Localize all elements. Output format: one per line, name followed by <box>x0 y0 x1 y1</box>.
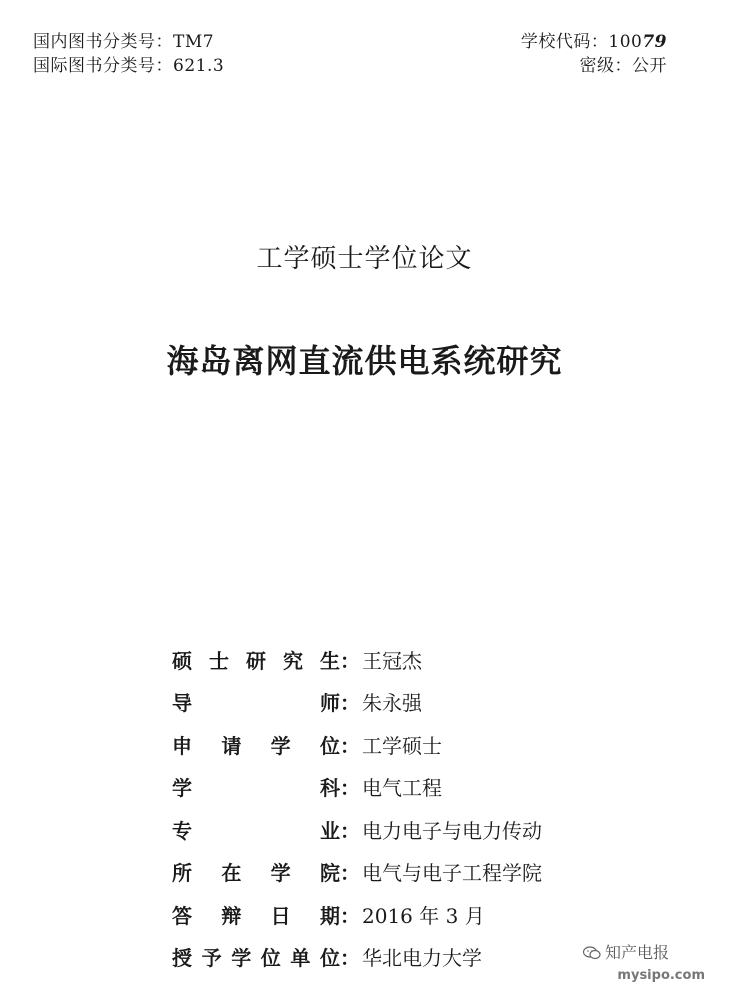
secrecy-label: 密级： <box>579 56 632 76</box>
info-label-char: 士 <box>209 648 229 673</box>
info-label <box>172 815 340 844</box>
info-label-char: 单 <box>290 946 311 971</box>
thesis-title: 海岛离网直流供电系统研究 <box>166 342 563 380</box>
info-label-char: 期 <box>319 903 340 928</box>
info-label-char: 辩 <box>221 903 242 928</box>
info-label-char: 位 <box>260 946 281 971</box>
info-row: 导 师 ： 朱永强 <box>172 681 542 724</box>
wechat-icon <box>583 946 601 960</box>
degree-type: 工学硕士学位论文 <box>256 244 473 274</box>
info-label-char: 日 <box>270 903 291 928</box>
info-label-char: 业 <box>320 818 340 843</box>
info-label-char: 学 <box>270 861 291 886</box>
intl-class-label: 国际图书分类号： <box>33 56 173 76</box>
info-label-char: 生 <box>320 648 340 673</box>
info-value: 电力电子与电力传动 <box>362 818 542 843</box>
info-label-char: 予 <box>201 946 222 971</box>
info-row: 授 予 学 位 单 位 ： 华北电力大学 <box>172 936 542 979</box>
info-label-char: 请 <box>221 733 242 758</box>
school-code <box>521 30 667 54</box>
domestic-classification <box>33 30 224 54</box>
info-row: 所 在 学 院 ： 电气与电子工程学院 <box>172 851 542 894</box>
info-value: 2016 年 3 月 <box>362 903 485 928</box>
domestic-class-label: 国内图书分类号： <box>33 32 173 52</box>
info-label <box>172 687 340 716</box>
info-label-char: 所 <box>172 861 192 886</box>
info-label-char: 授 <box>172 946 192 971</box>
info-label-char: 科 <box>320 776 340 801</box>
info-value: 王冠杰 <box>362 648 422 673</box>
info-label-char: 学 <box>270 733 291 758</box>
info-value: 工学硕士 <box>362 733 442 758</box>
international-classification <box>33 54 224 78</box>
watermark-text: 知产电报 <box>604 943 669 962</box>
info-label-char: 学 <box>231 946 252 971</box>
info-label <box>172 645 340 674</box>
info-label <box>172 942 340 971</box>
intl-class-value: 621.3 <box>173 56 225 76</box>
info-label-char: 在 <box>221 861 242 886</box>
info-value: 电气与电子工程学院 <box>362 861 542 886</box>
info-label <box>172 900 340 929</box>
info-label-char: 位 <box>319 733 340 758</box>
domestic-class-value: TM7 <box>173 32 215 52</box>
secrecy-value: 公开 <box>632 56 667 76</box>
info-label-char: 专 <box>172 818 192 843</box>
info-value: 电气工程 <box>362 776 442 801</box>
info-row: 硕 士 研 究 生 ： 王冠杰 <box>172 638 542 681</box>
info-label-char: 院 <box>319 861 340 886</box>
info-label-char: 究 <box>283 648 303 673</box>
info-label-char: 师 <box>320 691 340 716</box>
classification-block <box>33 30 224 78</box>
info-row: 申 请 学 位 ： 工学硕士 <box>172 723 542 766</box>
thesis-info <box>172 638 542 978</box>
info-label-char: 答 <box>172 903 192 928</box>
school-code-block <box>521 30 667 78</box>
watermark <box>583 940 669 963</box>
site-url: mysipo.com <box>617 968 705 983</box>
info-label-char: 研 <box>246 648 266 673</box>
info-label-char: 导 <box>172 691 192 716</box>
info-value: 华北电力大学 <box>362 946 482 971</box>
info-label-char: 位 <box>319 946 340 971</box>
info-label <box>172 730 340 759</box>
info-row: 学 科 ： 电气工程 <box>172 766 542 809</box>
school-code-label: 学校代码： <box>520 32 609 52</box>
info-label-char: 硕 <box>172 648 192 673</box>
info-row: 答 辩 日 期 ： 2016 年 3 月 <box>172 893 542 936</box>
secrecy-level <box>521 54 667 78</box>
info-label-char: 申 <box>172 733 192 758</box>
info-value: 朱永强 <box>362 691 422 716</box>
school-code-printed: 100 <box>608 32 643 52</box>
info-label <box>172 857 340 886</box>
info-label <box>172 772 340 801</box>
info-row: 专 业 ： 电力电子与电力传动 <box>172 808 542 851</box>
info-label-char: 学 <box>172 776 192 801</box>
school-code-handwritten: 79 <box>642 32 667 52</box>
